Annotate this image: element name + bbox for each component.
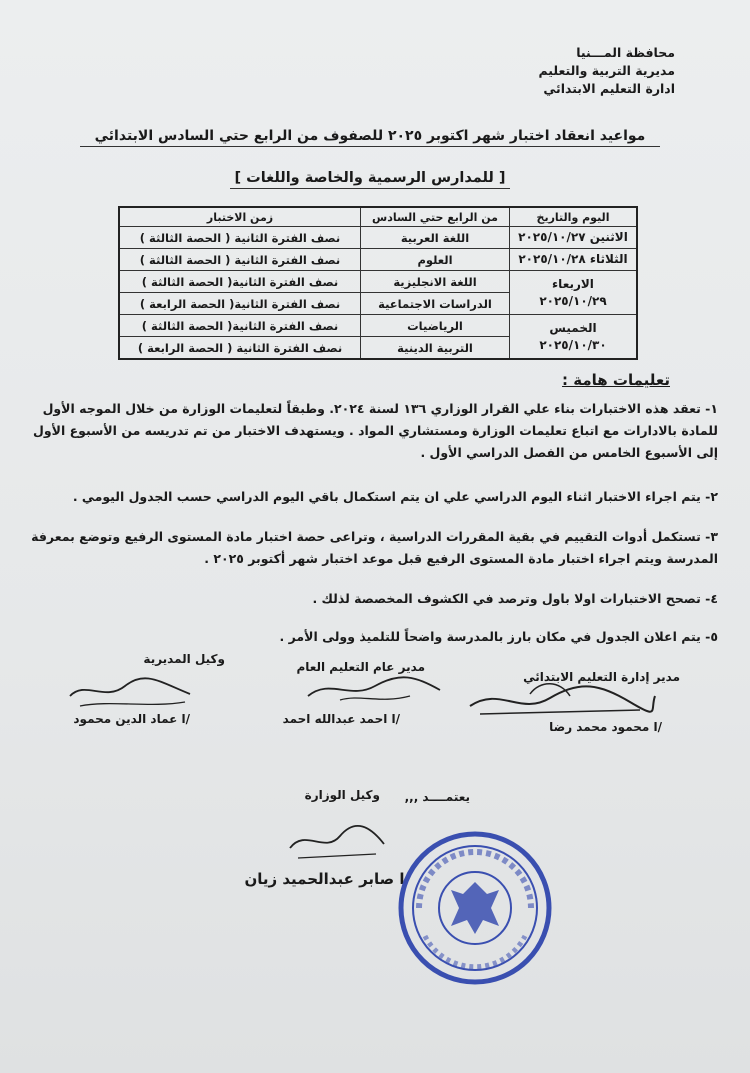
subject-cell: الدراسات الاجتماعية (361, 293, 510, 315)
note-item-1: ١- تعقد هذه الاختبارات بناء علي القرار الوزاري ١٣٦ لسنة ٢٠٢٤. وطبقاً لتعليمات الوزارة من خلال الموجه الأول للمادة بالادارات مع اتباع تعليمات الوزارة ومستشاري المواد . ويستهدف الاختبار من تم تدريسه من الأسبوع الأول إلى الأسبوع الخامس من الفصل الدراسي الأول . (33, 401, 718, 460)
exam-schedule-table (118, 206, 638, 360)
column-header-subject: من الرابع حتي السادس (361, 207, 510, 227)
signature-title-primary-director: مدير إدارة التعليم الابتدائي (523, 670, 680, 684)
note-item-3: ٣- تستكمل أدوات التقييم في بقية المقررات الدراسية ، وتراعى حصة اختبار مادة المستوى الرفيع وتوضع بمعرفة المدرسة ويتم اجراء اختبار مادة المستوى الرفيع قبل موعد اختبار شهر أكتوبر ٢٠٢٥ . (31, 529, 718, 566)
directorate-line: مديرية التربية والتعليم (538, 63, 675, 78)
day-date: ٢٠٢٥/١٠/٣٠ (539, 337, 607, 352)
official-seal-icon (395, 828, 555, 988)
note-item-4: ٤- تصحح الاختبارات اولا باول وترصد في الكشوف المخصصة لذلك . (312, 591, 718, 606)
time-cell: نصف الفترة الثانية ( الحصة الثالثة ) (119, 249, 361, 271)
column-header-time: زمن الاختبار (119, 207, 361, 227)
administration-line: ادارة التعليم الابتدائي (543, 81, 675, 96)
day-date: ٢٠٢٥/١٠/٢٩ (539, 293, 607, 308)
subject-cell: العلوم (361, 249, 510, 271)
approval-title: وكيل الوزارة (304, 788, 380, 802)
table-row (119, 249, 637, 271)
notes-heading: تعليمات هامة : (562, 371, 670, 389)
table-row (119, 271, 637, 293)
signatory-name-3: /ا عماد الدين محمود (73, 712, 190, 726)
approval-label: يعتمــــد ,,, (404, 790, 470, 804)
governorate-line: محافظة المـــنيا (576, 45, 675, 60)
table-header-row (119, 207, 637, 227)
signature-scribble-2 (300, 670, 450, 708)
day-name: الاربعاء (552, 276, 594, 291)
subject-cell: اللغة العربية (361, 227, 510, 249)
note-item-2: ٢- يتم اجراء الاختبار اثناء اليوم الدراسي علي ان يتم استكمال باقي اليوم الدراسي حسب الجدول اليومي . (72, 489, 718, 504)
time-cell: نصف الفترة الثانية( الحصة الرابعة ) (119, 293, 361, 315)
signature-title-deputy-directorate: وكيل المديرية (143, 652, 225, 666)
day-cell: الاثنين ٢٠٢٥/١٠/٢٧ (510, 227, 638, 249)
time-cell: نصف الفترة الثانية( الحصة الثالثة ) (119, 315, 361, 337)
table-row (119, 227, 637, 249)
day-name: الخميس (549, 320, 597, 335)
document-subtitle: [ للمدارس الرسمية والخاصة واللغات ] (230, 170, 510, 189)
note-item-5: ٥- يتم اعلان الجدول في مكان بارز بالمدرسة واضحاً للتلميذ وولى الأمر . (279, 629, 718, 644)
subject-cell: اللغة الانجليزية (361, 271, 510, 293)
table-row (119, 315, 637, 337)
approval-name: /ا صابر عبدالحميد زيان (244, 870, 410, 888)
subject-cell: الرياضيات (361, 315, 510, 337)
day-cell (510, 315, 638, 360)
day-cell: الثلاثاء ٢٠٢٥/١٠/٢٨ (510, 249, 638, 271)
signatory-name-1: /ا محمود محمد رضا (549, 720, 662, 734)
signature-scribble-1 (460, 676, 660, 724)
time-cell: نصف الفترة الثانية ( الحصة الرابعة ) (119, 337, 361, 360)
signature-title-general-director: مدير عام التعليم العام (296, 660, 425, 674)
signatory-name-2: /ا احمد عبدالله احمد (282, 712, 400, 726)
time-cell: نصف الفترة الثانية( الحصة الثالثة ) (119, 271, 361, 293)
letterhead (435, 44, 675, 98)
day-cell (510, 271, 638, 315)
subject-cell: التربية الدينية (361, 337, 510, 360)
time-cell: نصف الفترة الثانية ( الحصة الثالثة ) (119, 227, 361, 249)
signature-scribble-3 (60, 672, 200, 712)
document-title: مواعيد انعقاد اختبار شهر اكتوبر ٢٠٢٥ للصفوف من الرابع حتي السادس الابتدائي (80, 128, 660, 147)
approval-scribble (280, 818, 390, 864)
column-header-date: اليوم والتاريخ (510, 207, 638, 227)
